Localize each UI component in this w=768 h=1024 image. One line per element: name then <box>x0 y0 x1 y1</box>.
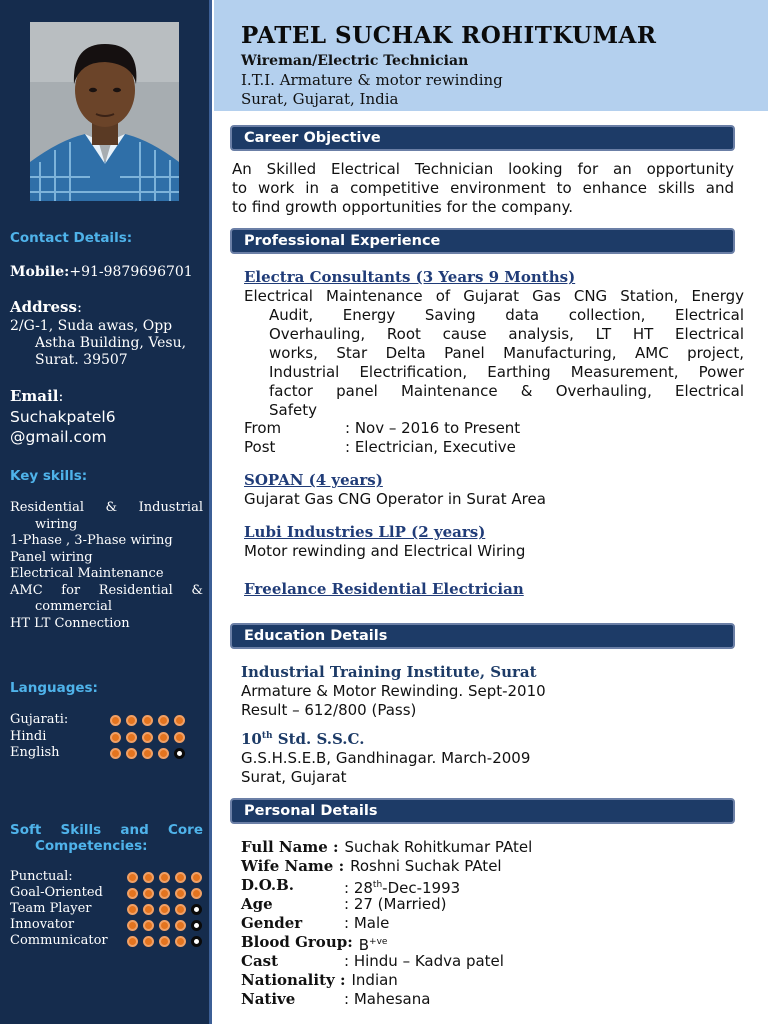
address-line: Astha Building, Vesu, <box>35 335 187 351</box>
desc-line: Safety <box>269 401 317 419</box>
career-line: to work in a competitive environment to enhance skills and <box>232 179 734 197</box>
company-electra: Electra Consultants (3 Years 9 Months) <box>244 268 576 286</box>
personal-bar: Personal Details <box>230 798 735 824</box>
profile-photo <box>30 22 179 201</box>
soft-skills-heading: Soft Skills and Core Competencies: <box>10 822 203 854</box>
email-value[interactable] <box>10 407 116 447</box>
rating-label: Gujarati: <box>10 712 69 727</box>
rating-dot-filled <box>175 904 186 915</box>
skill-item: AMC for Residential & <box>10 582 203 598</box>
address-label-line <box>10 299 82 316</box>
iti-name: Industrial Training Institute, Surat <box>241 663 537 681</box>
address-value <box>10 318 205 369</box>
rating-dot-filled <box>110 748 121 759</box>
rating-dot-filled <box>159 936 170 947</box>
languages-heading: Languages: <box>10 680 98 696</box>
rating-dots <box>127 872 202 883</box>
rating-label: Communicator <box>10 933 108 948</box>
rating-dot-filled <box>127 920 138 931</box>
rating-dot-filled <box>126 715 137 726</box>
contact-heading: Contact Details: <box>10 230 133 246</box>
career-objective-bar: Career Objective <box>230 125 735 151</box>
electra-description <box>244 287 744 420</box>
address-line: Surat. 39507 <box>35 352 128 368</box>
rating-dots <box>110 715 185 726</box>
desc-line: Audit, Energy Saving data collection, Electrical <box>269 306 744 324</box>
nationality-row: Nationality : Indian <box>241 971 398 989</box>
dob-row: D.O.B. : 28th-Dec-1993 <box>241 876 461 897</box>
blood-group-row: Blood Group: $B^{+ve}$ <box>241 933 388 954</box>
email-label-line <box>10 388 63 405</box>
skill-item: Electrical Maintenance <box>10 566 164 581</box>
company-lubi: Lubi Industries LlP (2 years) <box>244 523 486 541</box>
experience-bar: Professional Experience <box>230 228 735 254</box>
company-sopan: SOPAN (4 years) <box>244 471 383 489</box>
rating-dot-filled <box>159 872 170 883</box>
address-colon: : <box>76 298 83 316</box>
desc-line: Electrical Maintenance of Gujarat Gas CNG Station, Energy <box>244 287 744 305</box>
education-bar: Education Details <box>230 623 735 649</box>
rating-label: Innovator <box>10 917 75 932</box>
desc-line: works, Star Delta Panel Manufacturing, AMC project, <box>269 344 744 362</box>
full-name-row: Full Name : Suchak Rohitkumar PAtel <box>241 838 533 856</box>
ssc-title: 10th Std. S.S.C. <box>241 730 365 748</box>
gender-row: Gender : Male <box>241 914 390 932</box>
company-freelance: Freelance Residential Electrician <box>244 580 524 598</box>
rating-dot-empty <box>191 920 202 931</box>
rating-dots <box>110 748 185 759</box>
rating-dot-filled <box>143 920 154 931</box>
rating-dot-empty <box>191 936 202 947</box>
post-value: : Electrician, Executive <box>345 438 516 456</box>
career-line: to find growth opportunities for the company. <box>232 198 574 216</box>
rating-dot-filled <box>126 732 137 743</box>
email-label: Email <box>10 387 59 405</box>
mobile-value: +91-9879696701 <box>69 264 193 280</box>
iti-line2: Result – 612/800 (Pass) <box>241 701 417 719</box>
rating-dot-filled <box>175 920 186 931</box>
career-line: An Skilled Electrical Technician looking for an opportunity <box>232 160 734 178</box>
rating-dots <box>110 732 185 743</box>
post-label: Post <box>244 438 276 456</box>
from-value: : Nov – 2016 to Present <box>345 419 521 437</box>
skill-item: 1-Phase , 3-Phase wiring <box>10 533 173 548</box>
trade: I.T.I. Armature & motor rewinding <box>241 71 503 89</box>
address-label: Address <box>10 298 77 316</box>
rating-dot-filled <box>143 904 154 915</box>
native-row: Native : Mahesana <box>241 990 431 1008</box>
rating-dots <box>127 904 202 915</box>
email-colon: : <box>58 387 64 405</box>
person-portrait-icon <box>30 22 179 201</box>
mobile-line <box>10 264 193 281</box>
rating-dot-filled <box>110 732 121 743</box>
skills-list <box>10 500 203 632</box>
from-label: From <box>244 419 282 437</box>
rating-dot-filled <box>142 748 153 759</box>
cast-row: Cast : Hindu – Kadva patel <box>241 952 504 970</box>
wife-name-row: Wife Name : Roshni Suchak PAtel <box>241 857 502 875</box>
candidate-name: PATEL SUCHAK ROHITKUMAR <box>241 22 657 49</box>
rating-dot-filled <box>175 888 186 899</box>
rating-dot-filled <box>175 872 186 883</box>
rating-dot-filled <box>174 732 185 743</box>
ssc-line2: Surat, Gujarat <box>241 768 347 786</box>
rating-dot-filled <box>175 936 186 947</box>
rating-dot-filled <box>110 715 121 726</box>
rating-label: Hindi <box>10 728 47 744</box>
rating-dots <box>127 888 202 899</box>
rating-dot-filled <box>142 715 153 726</box>
rating-label: Team Player <box>10 901 92 916</box>
skill-item: HT LT Connection <box>10 615 130 631</box>
rating-dot-filled <box>191 888 202 899</box>
skill-item: commercial <box>35 599 113 614</box>
rating-dot-filled <box>143 872 154 883</box>
rating-dots <box>127 936 202 947</box>
age-row: Age : 27 (Married) <box>241 895 447 913</box>
desc-line: factor panel Maintenance & Overhauling, Electrical <box>269 382 744 400</box>
rating-dot-filled <box>159 904 170 915</box>
address-line: 2/G-1, Suda awas, Opp <box>10 318 173 334</box>
rating-dot-filled <box>174 715 185 726</box>
rating-label: English <box>10 745 60 760</box>
skill-item: Residential & Industrial <box>10 500 203 515</box>
ssc-line1: G.S.H.S.E.B, Gandhinagar. March-2009 <box>241 749 531 767</box>
skill-item: wiring <box>35 516 78 532</box>
rating-dot-filled <box>143 936 154 947</box>
skills-heading: Key skills: <box>10 468 88 484</box>
rating-dot-filled <box>158 748 169 759</box>
rating-dots <box>127 920 202 931</box>
rating-dot-filled <box>143 888 154 899</box>
email-line: @gmail.com <box>10 428 107 446</box>
rating-dot-filled <box>127 904 138 915</box>
rating-dot-filled <box>159 888 170 899</box>
soft-skills-heading-line: Competencies: <box>35 838 148 854</box>
rating-dot-filled <box>127 936 138 947</box>
rating-dot-filled <box>142 732 153 743</box>
rating-dot-filled <box>127 888 138 899</box>
rating-dot-empty <box>191 904 202 915</box>
lubi-description: Motor rewinding and Electrical Wiring <box>244 542 526 560</box>
mobile-label: Mobile: <box>10 264 70 280</box>
rating-dot-filled <box>127 872 138 883</box>
rating-dot-filled <box>159 920 170 931</box>
rating-label: Goal-Oriented <box>10 885 103 900</box>
iti-line1: Armature & Motor Rewinding. Sept-2010 <box>241 682 546 700</box>
job-title: Wireman/Electric Technician <box>241 53 469 69</box>
desc-line: Industrial Electrification, Earthing Measurement, Power <box>269 363 744 381</box>
rating-dot-empty <box>174 748 185 759</box>
rating-dot-filled <box>158 732 169 743</box>
rating-dot-filled <box>126 748 137 759</box>
sopan-description: Gujarat Gas CNG Operator in Surat Area <box>244 490 546 508</box>
rating-dot-filled <box>158 715 169 726</box>
email-line: Suchakpatel6 <box>10 408 116 426</box>
rating-dot-filled <box>191 872 202 883</box>
desc-line: Overhauling, Root cause analysis, LT HT Electrical <box>269 325 744 343</box>
rating-label: Punctual: <box>10 869 73 884</box>
location: Surat, Gujarat, India <box>241 90 399 108</box>
skill-item: Panel wiring <box>10 549 93 565</box>
career-objective-text <box>232 160 734 217</box>
